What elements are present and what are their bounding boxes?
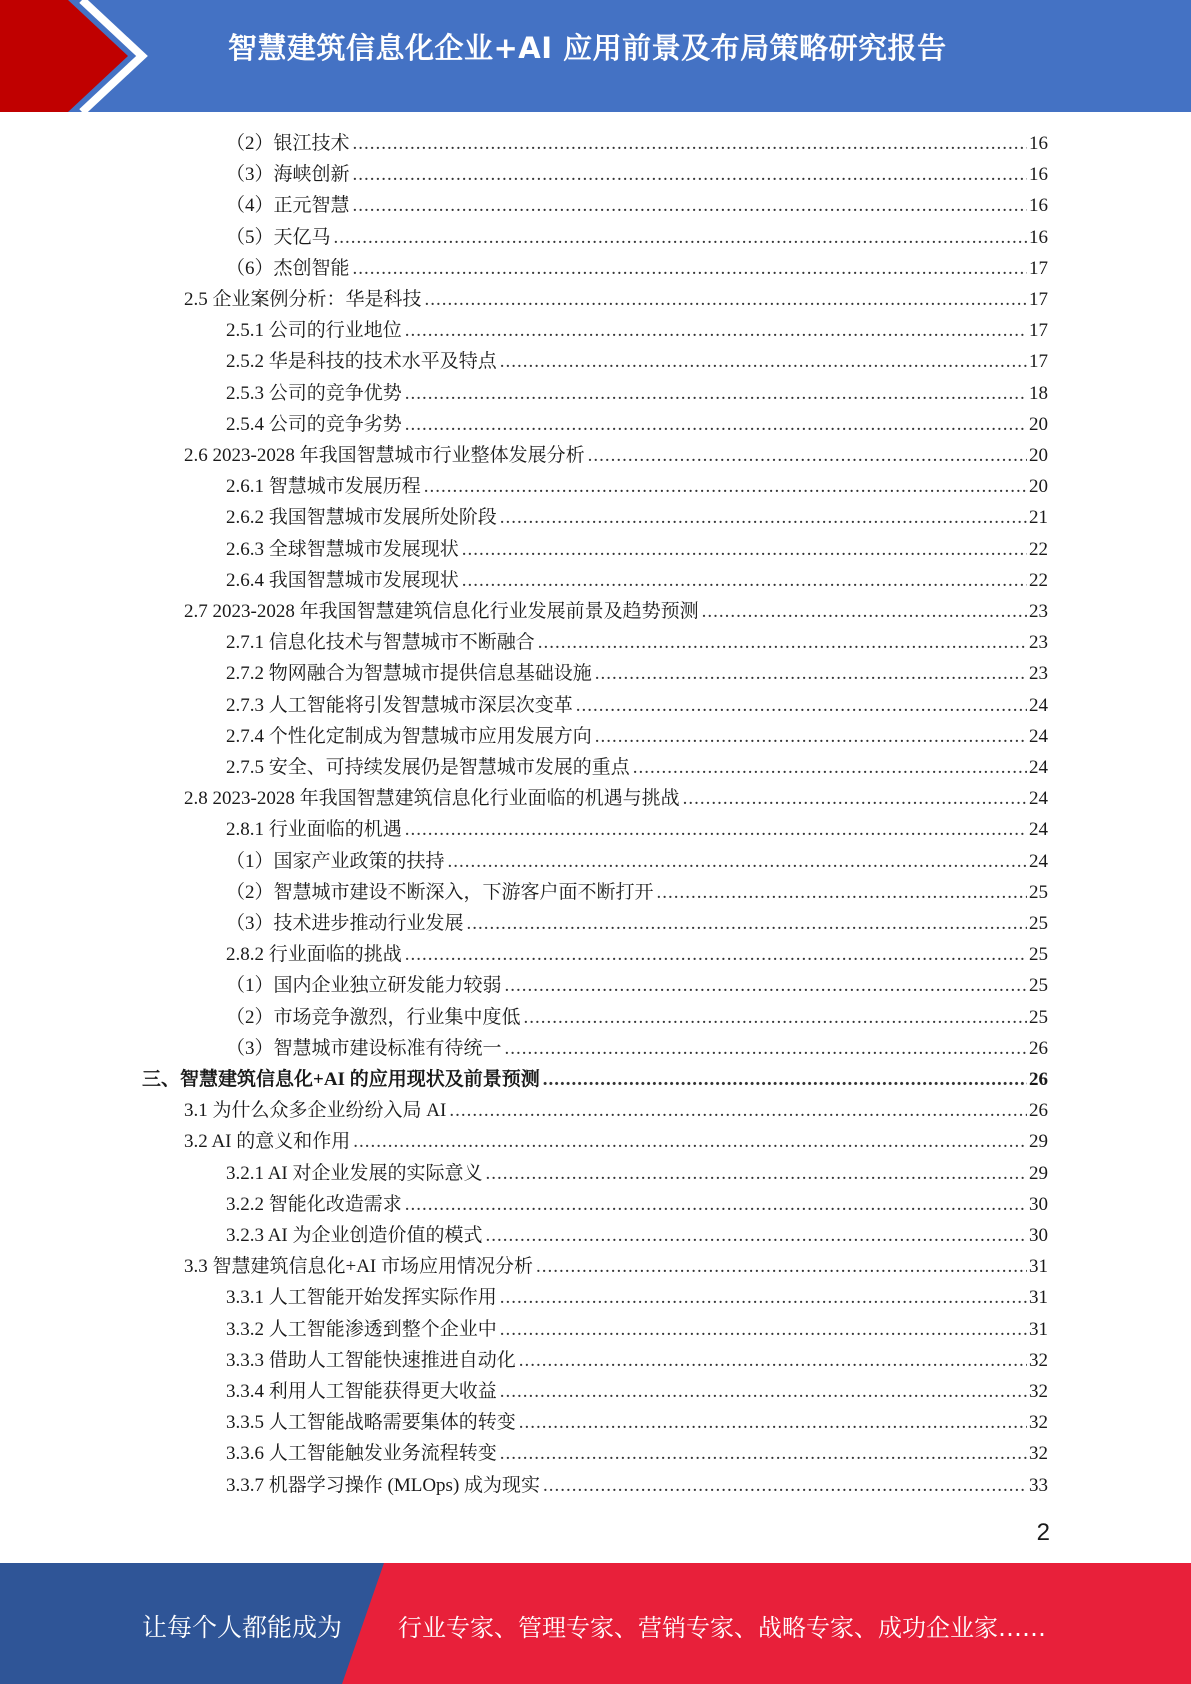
toc-dot-leader xyxy=(486,1220,1027,1251)
toc-entry[interactable] xyxy=(226,1158,1048,1189)
toc-entry-page: 23 xyxy=(1029,601,1048,622)
toc-entry-title: （2）市场竞争激烈，行业集中度低 xyxy=(226,1006,521,1028)
toc-entry-title: 2.7.1 信息化技术与智慧城市不断融合 xyxy=(226,632,535,654)
toc-dot-leader xyxy=(405,939,1027,970)
toc-entry[interactable] xyxy=(226,565,1048,596)
toc-entry-page: 20 xyxy=(1029,476,1048,498)
toc-dot-leader xyxy=(538,627,1027,658)
toc-entry[interactable] xyxy=(226,970,1048,1001)
toc-dot-leader xyxy=(500,1282,1027,1313)
toc-entry-page: 25 xyxy=(1029,913,1048,934)
toc-entry[interactable] xyxy=(226,315,1048,346)
toc-entry-title: 3.3 智慧建筑信息化+AI 市场应用情况分析 xyxy=(184,1256,534,1278)
toc-dot-leader xyxy=(405,315,1027,346)
toc-entry-page: 17 xyxy=(1029,351,1048,373)
toc-dot-leader xyxy=(683,783,1027,814)
toc-entry-title: 2.6.1 智慧城市发展历程 xyxy=(226,476,421,498)
header-arrow-icon xyxy=(0,0,160,112)
toc-entry-title: 2.6.4 我国智慧城市发展现状 xyxy=(226,569,459,591)
toc-entry-title: 三、智慧建筑信息化+AI 的应用现状及前景预测 xyxy=(142,1069,540,1090)
toc-entry-title: （2）银江技术 xyxy=(226,133,350,154)
toc-entry[interactable] xyxy=(226,159,1048,190)
toc-entry-page: 21 xyxy=(1029,507,1048,529)
toc-entry-page: 25 xyxy=(1029,881,1048,903)
toc-dot-leader xyxy=(519,1407,1027,1438)
toc-entry-page: 31 xyxy=(1029,1287,1048,1309)
toc-dot-leader xyxy=(449,1095,1027,1126)
toc-entry-page: 23 xyxy=(1029,663,1048,685)
toc-entry-title: （1）国内企业独立研发能力较弱 xyxy=(226,975,502,997)
report-title: 智慧建筑信息化企业+AI 应用前景及布局策略研究报告 xyxy=(228,31,947,65)
toc-dot-leader xyxy=(702,596,1027,627)
toc-entry[interactable] xyxy=(226,378,1048,409)
toc-entry-page: 24 xyxy=(1029,850,1048,872)
toc-entry-page: 16 xyxy=(1029,164,1048,186)
toc-dot-leader xyxy=(353,1126,1027,1157)
toc-entry-page: 22 xyxy=(1029,569,1048,591)
toc-dot-leader xyxy=(500,502,1027,533)
toc-entry-title: 2.8.2 行业面临的挑战 xyxy=(226,944,402,966)
toc-entry-page: 30 xyxy=(1029,1193,1048,1215)
toc-entry[interactable] xyxy=(226,1407,1048,1438)
toc-entry[interactable] xyxy=(226,1345,1048,1376)
toc-entry-page: 31 xyxy=(1029,1318,1048,1340)
toc-dot-leader xyxy=(500,346,1027,377)
toc-dot-leader xyxy=(353,159,1027,190)
toc-entry[interactable] xyxy=(226,1376,1048,1407)
toc-entry-title: 2.5.4 公司的竞争劣势 xyxy=(226,413,402,435)
toc-entry-page: 31 xyxy=(1029,1256,1048,1278)
toc-dot-leader xyxy=(448,846,1027,877)
toc-entry[interactable] xyxy=(226,346,1048,377)
toc-dot-leader xyxy=(334,222,1027,253)
toc-dot-leader xyxy=(424,471,1027,502)
toc-entry-title: 2.5.3 公司的竞争优势 xyxy=(226,382,402,404)
toc-entry-title: 2.8 2023-2028 年我国智慧建筑信息化行业面临的机遇与挑战 xyxy=(184,788,680,810)
toc-entry-title: （3）技术进步推动行业发展 xyxy=(226,913,464,934)
footer-slogan-right: 行业专家、管理专家、营销专家、战略专家、成功企业家…… xyxy=(398,1614,1046,1642)
toc-entry-page: 25 xyxy=(1029,975,1048,997)
toc-entry[interactable] xyxy=(226,814,1048,845)
toc-entry[interactable] xyxy=(226,1438,1048,1469)
toc-entry-page: 20 xyxy=(1029,445,1048,466)
toc-entry[interactable] xyxy=(184,1251,1048,1282)
toc-entry-page: 16 xyxy=(1029,133,1048,154)
toc-entry-page: 16 xyxy=(1029,195,1048,217)
toc-entry-page: 23 xyxy=(1029,632,1048,654)
toc-entry[interactable] xyxy=(226,1282,1048,1313)
toc-entry-page: 30 xyxy=(1029,1225,1048,1246)
toc-entry[interactable] xyxy=(226,1002,1048,1033)
toc-entry-title: 3.3.2 人工智能渗透到整个企业中 xyxy=(226,1318,497,1340)
toc-dot-leader xyxy=(500,1376,1027,1407)
toc-entry-title: （3）智慧城市建设标准有待统一 xyxy=(226,1037,502,1059)
toc-entry[interactable] xyxy=(226,877,1048,908)
toc-entry[interactable] xyxy=(226,752,1048,783)
toc-entry-page: 22 xyxy=(1029,538,1048,560)
toc-entry-title: 3.2.2 智能化改造需求 xyxy=(226,1193,402,1215)
toc-entry[interactable] xyxy=(184,596,1048,627)
report-header xyxy=(0,0,1191,112)
toc-entry-page: 32 xyxy=(1029,1349,1048,1371)
toc-dot-leader xyxy=(467,908,1027,939)
toc-dot-leader xyxy=(462,565,1027,596)
toc-entry-page: 17 xyxy=(1029,289,1048,310)
toc-entry-title: 2.5 企业案例分析：华是科技 xyxy=(184,289,422,310)
toc-entry-page: 18 xyxy=(1029,382,1048,404)
toc-entry[interactable] xyxy=(142,1064,1048,1095)
toc-entry-title: 3.3.3 借助人工智能快速推进自动化 xyxy=(226,1349,516,1371)
toc-dot-leader xyxy=(519,1345,1027,1376)
toc-entry[interactable] xyxy=(226,1314,1048,1345)
toc-entry-page: 32 xyxy=(1029,1443,1048,1465)
toc-entry-page: 32 xyxy=(1029,1381,1048,1402)
report-footer xyxy=(0,1563,1191,1684)
toc-entry[interactable] xyxy=(226,658,1048,689)
toc-dot-leader xyxy=(500,1438,1027,1469)
toc-dot-leader xyxy=(543,1470,1027,1501)
toc-dot-leader xyxy=(462,534,1027,565)
toc-entry-page: 29 xyxy=(1029,1131,1048,1153)
toc-entry-title: 2.7.2 物网融合为智慧城市提供信息基础设施 xyxy=(226,663,592,685)
toc-entry[interactable] xyxy=(226,253,1048,284)
toc-dot-leader xyxy=(536,1251,1027,1282)
toc-entry-title: （4）正元智慧 xyxy=(226,195,350,217)
toc-entry-title: 2.6.2 我国智慧城市发展所处阶段 xyxy=(226,507,497,529)
toc-entry-page: 26 xyxy=(1029,1037,1048,1059)
toc-dot-leader xyxy=(425,284,1027,315)
footer-slogan-left: 让每个人都能成为 xyxy=(142,1613,343,1642)
toc-dot-leader xyxy=(500,1314,1027,1345)
toc-dot-leader xyxy=(405,378,1027,409)
toc-dot-leader xyxy=(595,658,1027,689)
toc-entry-page: 20 xyxy=(1029,413,1048,435)
toc-entry-title: 3.3.6 人工智能触发业务流程转变 xyxy=(226,1443,497,1465)
toc-entry-title: 3.2.1 AI 对企业发展的实际意义 xyxy=(226,1162,483,1184)
toc-entry[interactable] xyxy=(226,721,1048,752)
toc-dot-leader xyxy=(505,1033,1027,1064)
toc-entry-title: 3.1 为什么众多企业纷纷入局 AI xyxy=(184,1100,447,1122)
toc-entry-title: （2）智慧城市建设不断深入，下游客户面不断打开 xyxy=(226,881,654,903)
toc-dot-leader xyxy=(405,814,1027,845)
toc-entry-page: 32 xyxy=(1029,1412,1048,1434)
toc-entry-title: （6）杰创智能 xyxy=(226,257,350,279)
toc-entry-title: 3.3.1 人工智能开始发挥实际作用 xyxy=(226,1287,497,1309)
toc-dot-leader xyxy=(486,1158,1027,1189)
toc-entry-title: 2.5.2 华是科技的技术水平及特点 xyxy=(226,351,497,373)
toc-entry-page: 33 xyxy=(1029,1474,1048,1496)
toc-entry[interactable] xyxy=(226,222,1048,253)
toc-dot-leader xyxy=(505,970,1027,1001)
toc-entry[interactable] xyxy=(226,846,1048,877)
toc-entry-page: 24 xyxy=(1029,694,1048,716)
toc-entry[interactable] xyxy=(226,939,1048,970)
toc-entry-title: 2.6.3 全球智慧城市发展现状 xyxy=(226,538,459,560)
toc-entry[interactable] xyxy=(226,1220,1048,1251)
toc-entry[interactable] xyxy=(226,534,1048,565)
toc-entry-page: 17 xyxy=(1029,257,1048,279)
toc-dot-leader xyxy=(633,752,1027,783)
toc-entry-title: 3.2 AI 的意义和作用 xyxy=(184,1131,351,1153)
toc-entry[interactable] xyxy=(184,1095,1048,1126)
toc-dot-leader xyxy=(543,1064,1027,1095)
toc-entry-title: （1）国家产业政策的扶持 xyxy=(226,850,445,872)
toc-entry[interactable] xyxy=(226,190,1048,221)
toc-entry[interactable] xyxy=(226,627,1048,658)
toc-entry-title: 3.3.4 利用人工智能获得更大收益 xyxy=(226,1381,497,1402)
toc-dot-leader xyxy=(576,690,1027,721)
toc-entry[interactable] xyxy=(226,908,1048,939)
toc-entry-title: 2.8.1 行业面临的机遇 xyxy=(226,819,402,841)
toc-entry[interactable] xyxy=(226,1470,1048,1501)
toc-entry-page: 24 xyxy=(1029,725,1048,747)
toc-entry-title: 2.7 2023-2028 年我国智慧建筑信息化行业发展前景及趋势预测 xyxy=(184,601,699,622)
toc-entry[interactable] xyxy=(226,409,1048,440)
toc-entry-title: 2.7.3 人工智能将引发智慧城市深层次变革 xyxy=(226,694,573,716)
toc-entry-title: （5）天亿马 xyxy=(226,226,331,248)
toc-dot-leader xyxy=(524,1002,1027,1033)
toc-entry-page: 26 xyxy=(1029,1100,1048,1122)
toc-entry[interactable] xyxy=(226,1189,1048,1220)
toc-dot-leader xyxy=(595,721,1027,752)
toc-entry[interactable] xyxy=(226,128,1048,159)
toc-entry-page: 24 xyxy=(1029,757,1048,778)
toc-dot-leader xyxy=(405,409,1027,440)
toc-entry[interactable] xyxy=(184,783,1048,814)
toc-entry-page: 17 xyxy=(1029,320,1048,342)
toc-entry-page: 25 xyxy=(1029,1006,1048,1028)
toc-entry-title: （3）海峡创新 xyxy=(226,164,350,186)
toc-entry-page: 16 xyxy=(1029,226,1048,248)
toc-entry-title: 2.6 2023-2028 年我国智慧城市行业整体发展分析 xyxy=(184,445,585,466)
toc-entry-title: 3.3.5 人工智能战略需要集体的转变 xyxy=(226,1412,516,1434)
toc-entry[interactable] xyxy=(184,440,1048,471)
toc-dot-leader xyxy=(405,1189,1027,1220)
toc-entry[interactable] xyxy=(184,284,1048,315)
toc-entry[interactable] xyxy=(226,690,1048,721)
toc-entry[interactable] xyxy=(226,1033,1048,1064)
toc-entry-title: 2.7.4 个性化定制成为智慧城市应用发展方向 xyxy=(226,725,592,747)
toc-entry-title: 3.2.3 AI 为企业创造价值的模式 xyxy=(226,1225,483,1246)
toc-entry-page: 29 xyxy=(1029,1162,1048,1184)
toc-entry-page: 24 xyxy=(1029,819,1048,841)
toc-dot-leader xyxy=(353,253,1027,284)
toc-entry[interactable] xyxy=(226,502,1048,533)
toc-dot-leader xyxy=(588,440,1027,471)
toc-entry-page: 24 xyxy=(1029,788,1048,810)
toc-entry-page: 25 xyxy=(1029,944,1048,966)
toc-dot-leader xyxy=(657,877,1027,908)
toc-entry-title: 2.7.5 安全、可持续发展仍是智慧城市发展的重点 xyxy=(226,757,630,778)
toc-entry-title: 2.5.1 公司的行业地位 xyxy=(226,320,402,342)
toc-entry-page: 26 xyxy=(1029,1069,1048,1090)
toc-entry-title: 3.3.7 机器学习操作 (MLOps) 成为现实 xyxy=(226,1474,541,1496)
page-number: 2 xyxy=(1036,1519,1050,1546)
toc-dot-leader xyxy=(353,128,1027,159)
toc-dot-leader xyxy=(353,190,1027,221)
toc-entry[interactable] xyxy=(226,471,1048,502)
toc-entry[interactable] xyxy=(184,1126,1048,1157)
